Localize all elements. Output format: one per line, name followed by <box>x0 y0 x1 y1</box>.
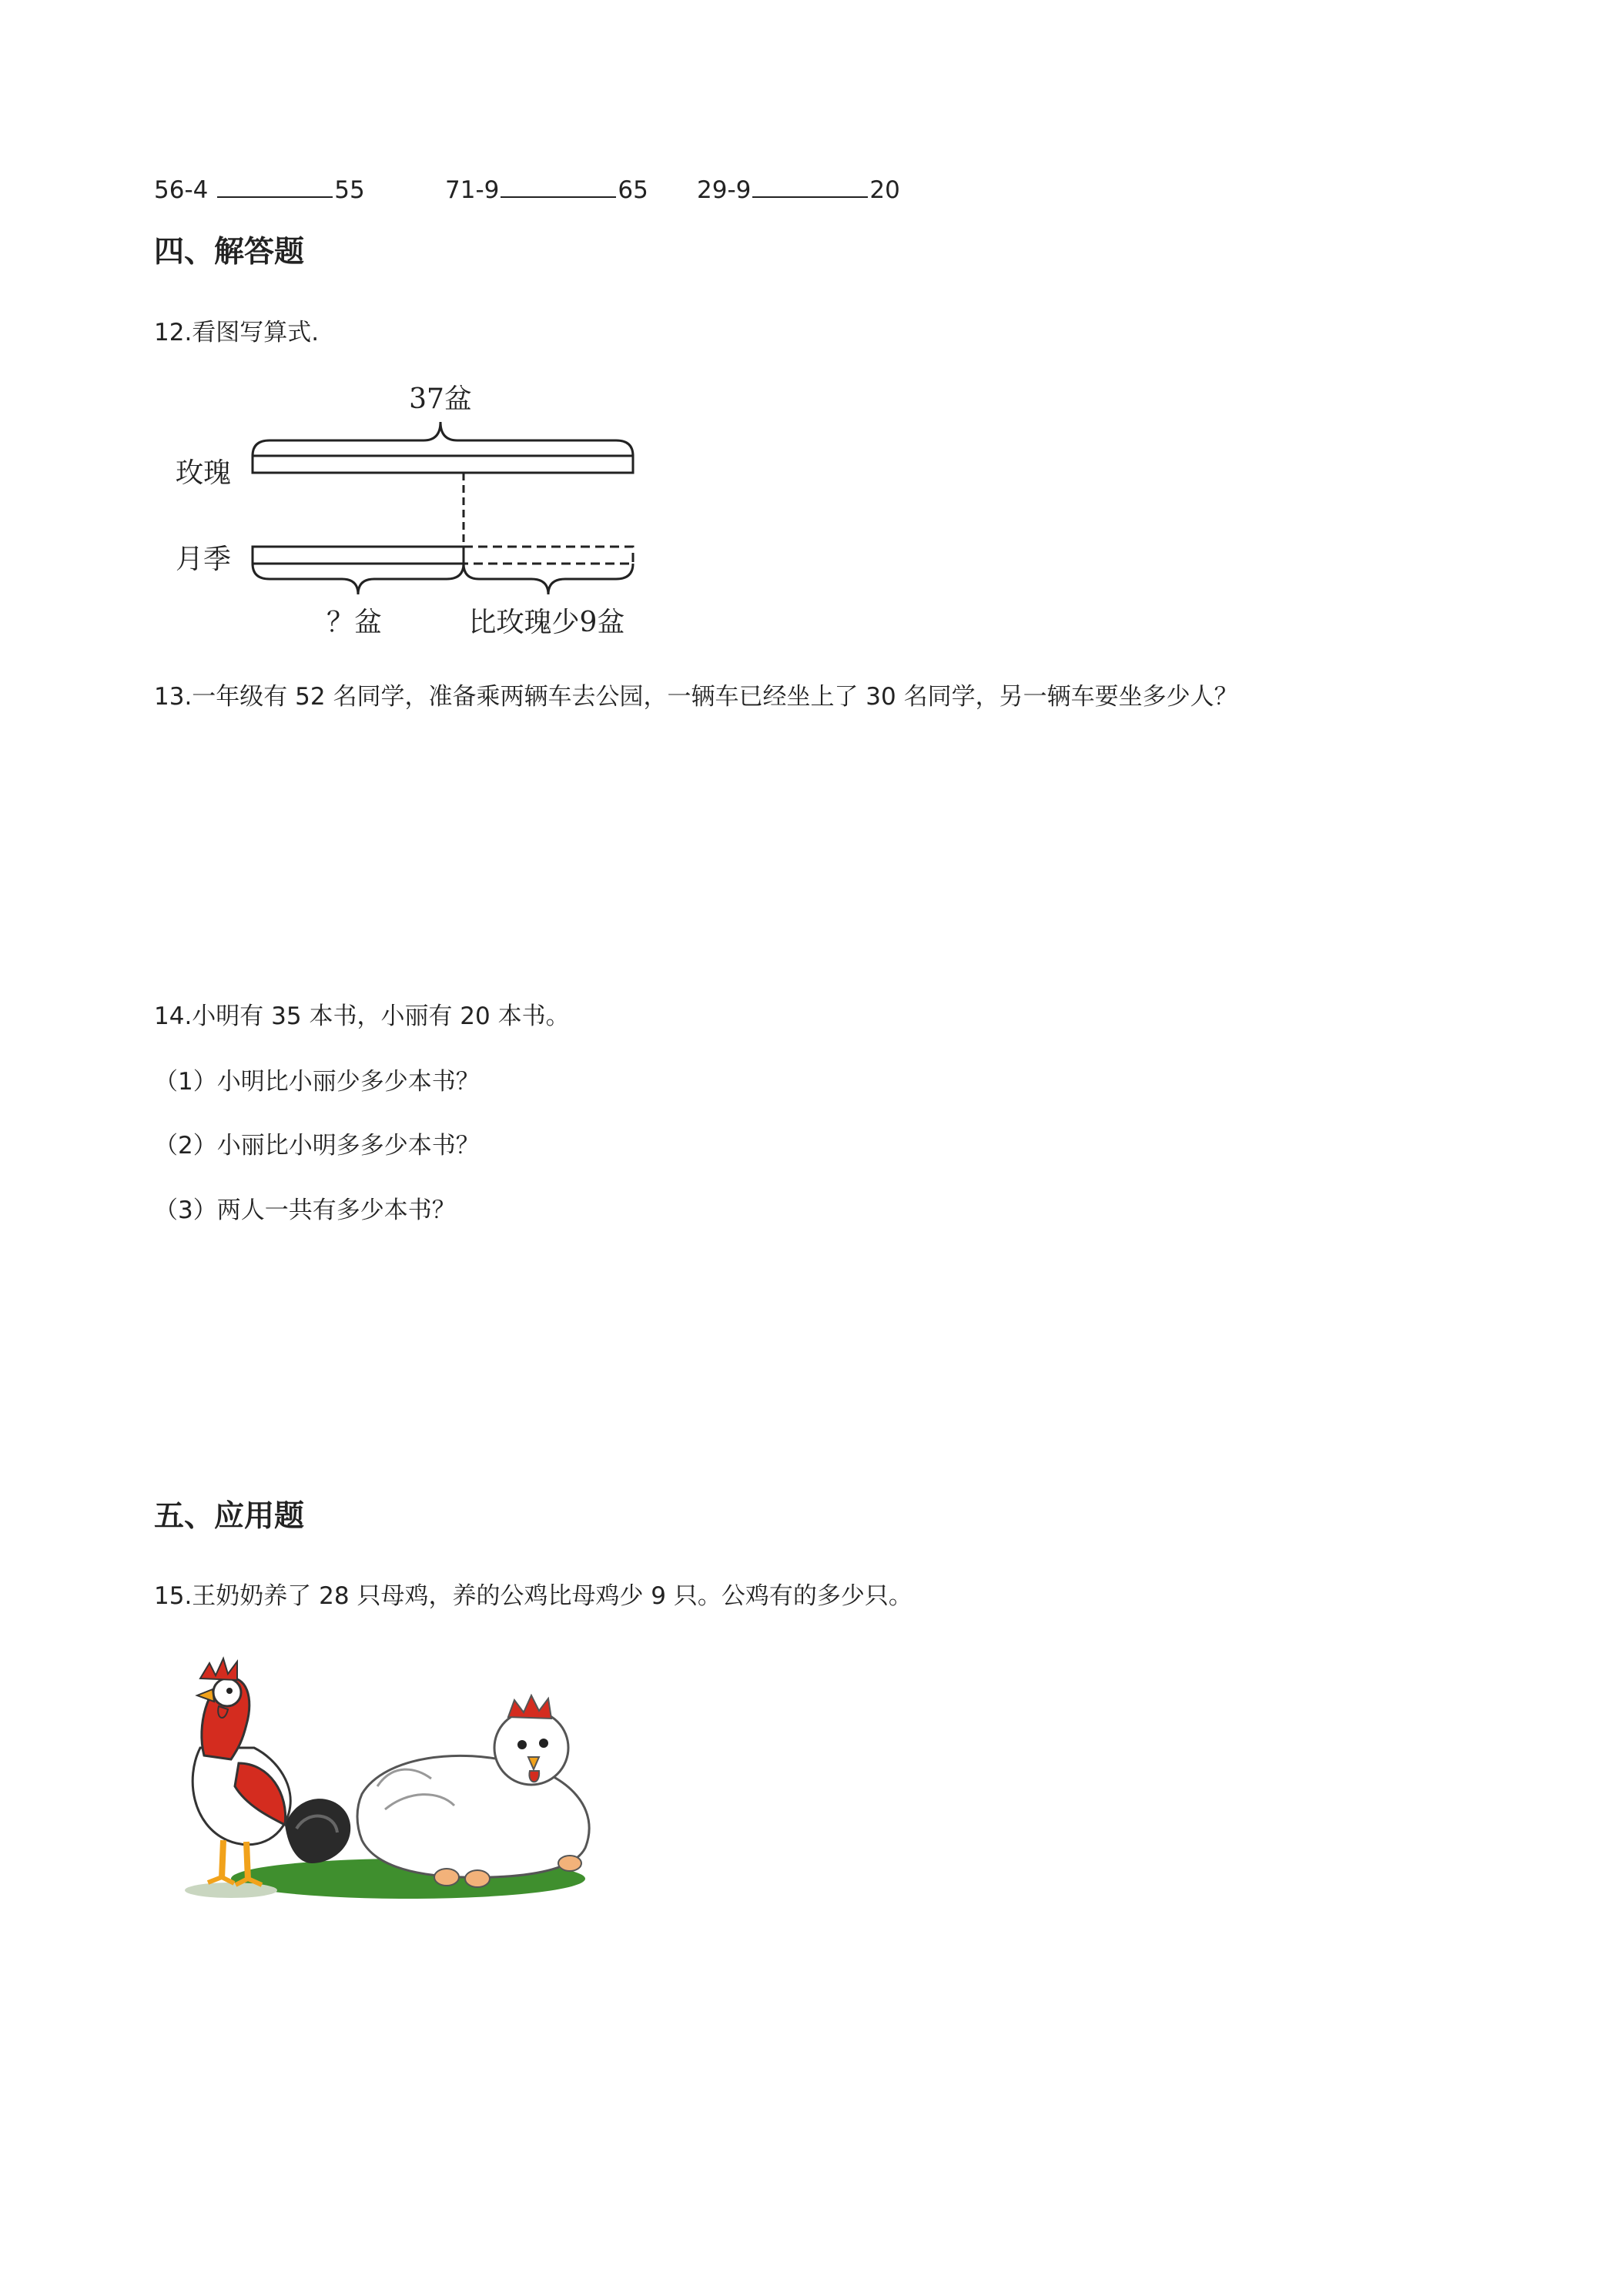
comparison-right: 20 <box>869 176 900 204</box>
comparison-right: 65 <box>618 176 648 204</box>
comparison-item-1 <box>154 173 365 206</box>
bottom-brace-right <box>464 564 633 594</box>
bar-model-diagram <box>154 370 662 647</box>
dashed-difference-bar <box>464 547 633 564</box>
comparison-item-2 <box>445 173 648 206</box>
comparison-expr: 56-4 <box>154 176 209 204</box>
comparison-right: 55 <box>334 176 365 204</box>
chinese-rose-bar <box>253 547 464 564</box>
comparison-expr: 29-9 <box>697 176 752 204</box>
rose-bar <box>253 456 633 473</box>
answer-blank[interactable] <box>217 173 333 198</box>
comparison-item-3 <box>697 173 900 206</box>
difference-label: 比玫瑰少9盆 <box>468 607 625 638</box>
row1-label: 玫瑰 <box>176 457 232 489</box>
question-13-text: 13.一年级有 52 名同学，准备乘两辆车去公园，一辆车已经坐上了 30 名同学，另一辆车要坐多少人？ <box>154 683 1238 711</box>
rooster-and-hen-illustration <box>154 1632 647 1909</box>
rooster <box>193 1658 350 1885</box>
total-label: 37盆 <box>409 383 472 415</box>
row2-label: 月季 <box>176 544 232 575</box>
top-brace <box>253 422 633 456</box>
answer-blank[interactable] <box>752 173 868 198</box>
answer-blank[interactable] <box>501 173 616 198</box>
rooster-shadow <box>185 1883 277 1898</box>
question-15-text: 15.王奶奶养了 28 只母鸡，养的公鸡比母鸡少 9 只。公鸡有的多少只。 <box>154 1582 912 1610</box>
question-14-text: 14.小明有 35 本书，小丽有 20 本书。 <box>154 1002 570 1030</box>
comparison-expr: 71-9 <box>445 176 500 204</box>
question-14-part-3: （3）两人一共有多少本书？ <box>154 1197 456 1224</box>
bottom-brace-left <box>253 564 464 594</box>
section-heading-4: 四、解答题 <box>154 235 305 269</box>
question-14-part-2: （2）小丽比小明多多少本书？ <box>154 1132 480 1160</box>
section-heading-5: 五、应用题 <box>154 1499 305 1534</box>
unknown-label: ？盆 <box>326 607 383 638</box>
hen <box>357 1695 589 1887</box>
question-14-part-1: （1）小明比小丽少多少本书？ <box>154 1068 480 1096</box>
question-12-text: 12.看图写算式. <box>154 319 320 346</box>
